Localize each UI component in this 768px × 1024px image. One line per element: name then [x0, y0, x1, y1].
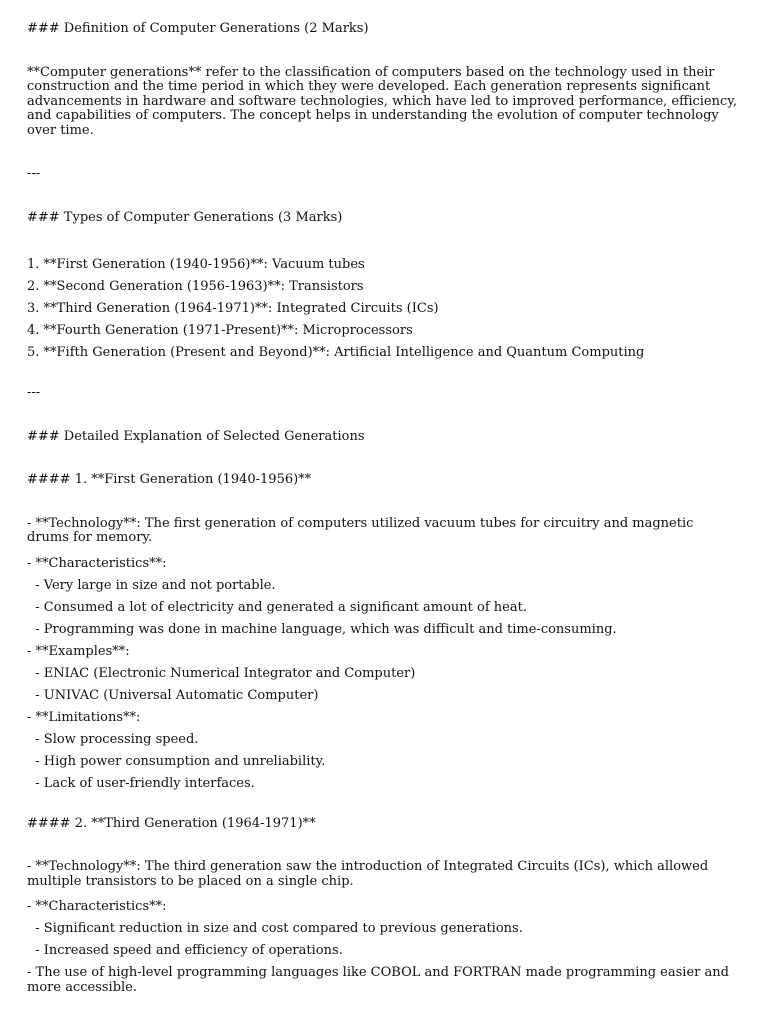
list-item: 2. **Second Generation (1956-1963)**: Transistors	[27, 279, 364, 294]
definition-paragraph: **Computer generations** refer to the classification of computers based on the technology used in their construction and the time period in which they were developed. Each generation represents significant advancements in hardware and software technologies, which have led to improved performance, efficiency, and capabilities of computers. The concept helps in understanding the evolution of computer technology over time.	[27, 64, 738, 138]
list-item: - High power consumption and unreliability.	[27, 753, 326, 769]
list-item: - **Examples**:	[27, 643, 130, 659]
separator: ---	[27, 166, 41, 181]
list-item: - Increased speed and efficiency of operations.	[27, 943, 343, 958]
list-item: 5. **Fifth Generation (Present and Beyond)**: Artificial Intelligence and Quantum Computing	[27, 345, 645, 360]
list-item: - ENIAC (Electronic Numerical Integrator and Computer)	[27, 665, 416, 681]
third-generation-details	[27, 896, 739, 995]
list-item: - Programming was done in machine language, which was difficult and time-consuming.	[27, 621, 617, 637]
list-item: - Slow processing speed.	[27, 731, 199, 747]
list-item: 3. **Third Generation (1964-1971)**: Integrated Circuits (ICs)	[27, 301, 439, 316]
third-technology: - **Technology**: The third generation saw the introduction of Integrated Circuits (ICs), which allowed multiple transistors to be placed on a single chip.	[27, 859, 709, 889]
document-page	[27, 22, 739, 995]
types-list	[27, 254, 739, 364]
first-generation-details	[27, 553, 739, 795]
heading-first-generation: #### 1. **First Generation (1940-1956)**	[27, 472, 312, 487]
heading-detailed: ### Detailed Explanation of Selected Generations	[27, 428, 365, 444]
list-item: - Significant reduction in size and cost compared to previous generations.	[27, 921, 523, 936]
list-item: - **Characteristics**:	[27, 899, 167, 914]
list-item: - Very large in size and not portable.	[27, 577, 276, 593]
list-item: - **Limitations**:	[27, 709, 141, 725]
list-item: - **Characteristics**:	[27, 555, 167, 571]
list-item: - The use of high-level programming languages like COBOL and FORTRAN made programming easier and more accessible.	[27, 965, 729, 995]
list-item: - Consumed a lot of electricity and generated a significant amount of heat.	[27, 599, 527, 615]
list-item: - Lack of user-friendly interfaces.	[27, 775, 255, 791]
list-item: - UNIVAC (Universal Automatic Computer)	[27, 687, 319, 703]
list-item: 1. **First Generation (1940-1956)**: Vacuum tubes	[27, 257, 365, 272]
heading-definition: ### Definition of Computer Generations (2 Marks)	[27, 21, 369, 36]
heading-third-generation: #### 2. **Third Generation (1964-1971)**	[27, 815, 316, 831]
separator: ---	[27, 385, 41, 400]
list-item: 4. **Fourth Generation (1971-Present)**: Microprocessors	[27, 323, 413, 338]
first-technology: - **Technology**: The first generation of computers utilized vacuum tubes for circuitry and magnetic drums for memory.	[27, 515, 694, 545]
heading-types: ### Types of Computer Generations (3 Marks)	[27, 209, 343, 225]
